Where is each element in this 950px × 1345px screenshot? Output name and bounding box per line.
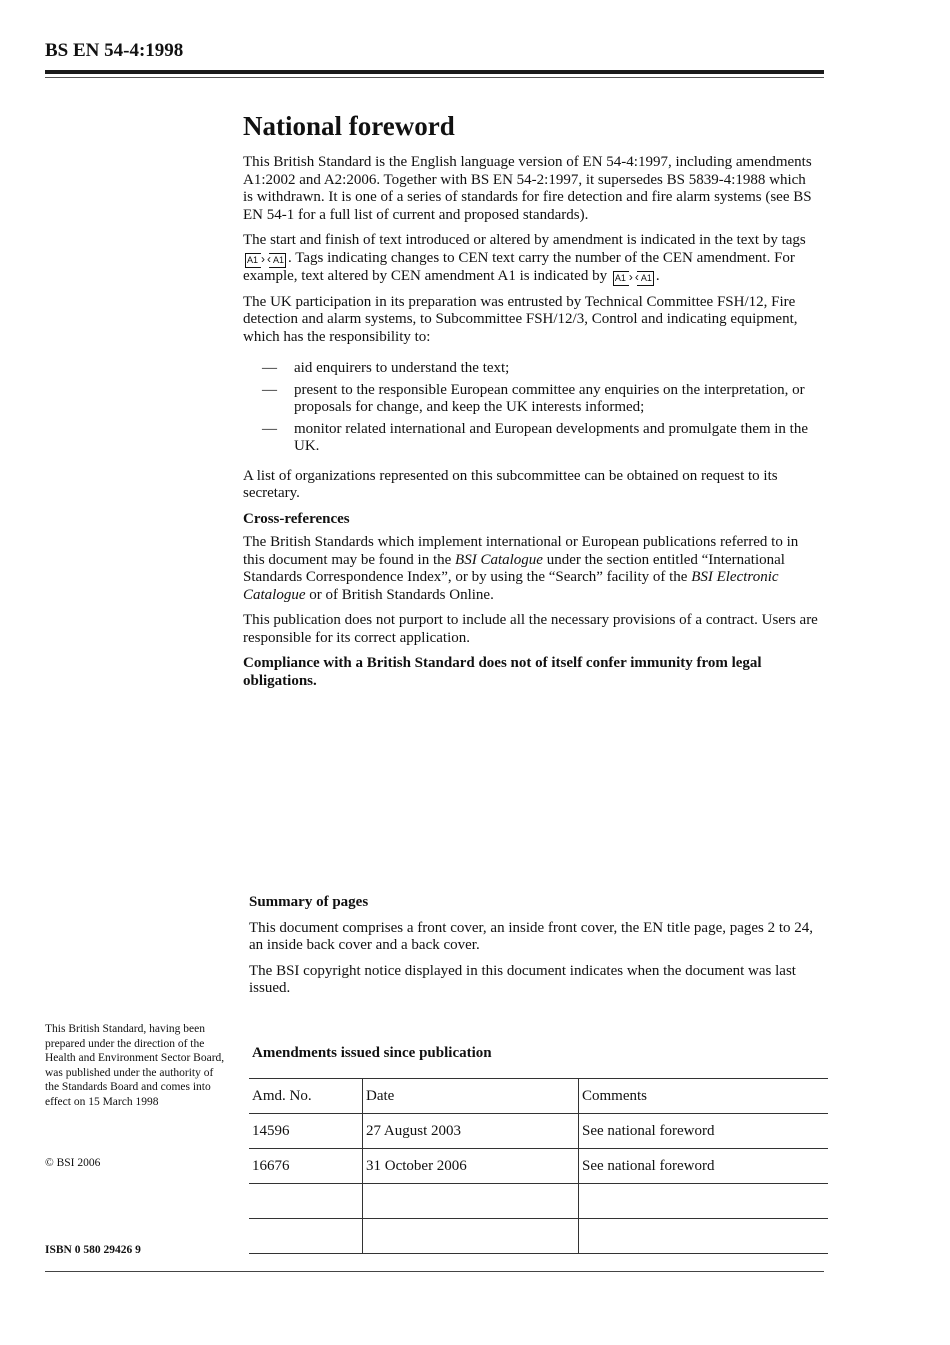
- document-id: BS EN 54-4:1998: [45, 40, 184, 61]
- foreword-section: [243, 110, 818, 698]
- dash-icon: —: [262, 381, 277, 398]
- paragraph-2-text-a: The start and finish of text introduced or altered by amendment is indicated in the text by tags: [243, 232, 806, 248]
- table-cell: [579, 1184, 829, 1219]
- list-item: [243, 382, 818, 417]
- column-header: Amd. No.: [249, 1079, 363, 1114]
- compliance-statement: Compliance with a British Standard does not of itself confer immunity from legal obligations.: [243, 655, 762, 689]
- table-row: [249, 1219, 828, 1254]
- table-cell: 27 August 2003: [363, 1114, 579, 1149]
- table-cell: [249, 1184, 363, 1219]
- list-item-text: monitor related international and European developments and promulgate them in the UK.: [294, 420, 809, 454]
- table-cell: See national foreword: [579, 1114, 829, 1149]
- table-cell: [363, 1219, 579, 1254]
- foreword-paragraph-1: This British Standard is the English language version of EN 54-4:1997, including amendments A1:2002 and A2:2006. Together with BS EN 54-2:1997, it supersedes BS 5839-4:1988 which is withdrawn. It is one of a series of standards for fire detection and fire alarm systems (see BS EN 54-1 for a full list of current and proposed standards).: [243, 154, 812, 223]
- table-header-row: [249, 1079, 828, 1114]
- table-cell: [249, 1219, 363, 1254]
- header-rule-thick: [45, 70, 824, 74]
- foreword-paragraph-4: A list of organizations represented on this subcommittee can be obtained on request to its secretary.: [243, 467, 778, 501]
- table-cell: 31 October 2006: [363, 1149, 579, 1184]
- isbn: ISBN 0 580 29426 9: [45, 1244, 141, 1256]
- bsi-catalogue-title: BSI Catalogue: [455, 551, 543, 568]
- amendments-title: Amendments issued since publication: [252, 1045, 492, 1061]
- copyright-notice: © BSI 2006: [45, 1157, 101, 1169]
- table-cell: 16676: [249, 1149, 363, 1184]
- table-row: [249, 1114, 828, 1149]
- list-item-text: present to the responsible European committee any enquiries on the interpretation, or proposals for change, and keep the UK interests informed;: [294, 381, 805, 415]
- table-row: [249, 1184, 828, 1219]
- table-cell: 14596: [249, 1114, 363, 1149]
- column-header: Date: [363, 1079, 579, 1114]
- amendments-table: [249, 1078, 828, 1254]
- bsi-electronic-catalogue-title: BSI Electronic Catalogue: [243, 569, 779, 603]
- amendment-close-tag-icon: ‹ A1: [269, 253, 286, 268]
- list-item-text: aid enquirers to understand the text;: [294, 360, 510, 376]
- page-title: National foreword: [243, 111, 455, 141]
- table-cell: [363, 1184, 579, 1219]
- summary-of-pages: [249, 894, 829, 1006]
- paragraph-2-text-c: .: [655, 267, 660, 284]
- foreword-paragraph-2: [243, 232, 818, 286]
- table-row: [249, 1149, 828, 1184]
- amendment-open-tag-icon: A1 ›: [245, 253, 261, 268]
- table-cell: [579, 1219, 829, 1254]
- paragraph-2-text-b: . Tags indicating changes to CEN text carry the number of the CEN amendment. For example, text altered by CEN amendment A1 is indicated by: [243, 249, 795, 284]
- crossref-text-1: The British Standards which implement international or European publications referred to in this document may be found in the: [243, 534, 799, 568]
- dash-icon: —: [262, 360, 277, 376]
- cross-references-paragraph: [243, 534, 818, 604]
- crossref-text-2: under the section entitled “International Standards Correspondence Index”, or by using the “Search” facility of the: [243, 551, 785, 585]
- header-rule-thin: [45, 77, 824, 78]
- footer-rule: [45, 1271, 824, 1272]
- table-cell: See national foreword: [579, 1149, 829, 1184]
- publication-note: This British Standard, having been prepared under the direction of the Health and Environment Sector Board, was published under the authority of the Standards Board and comes into effect on 15 March 1998: [45, 1023, 225, 1108]
- amendment-open-tag-icon: A1 ›: [613, 271, 629, 286]
- foreword-paragraph-5: This publication does not purport to include all the necessary provisions of a contract. Users are responsible for its correct application.: [243, 612, 818, 646]
- summary-paragraph-2: The BSI copyright notice displayed in this document indicates when the document was last issued.: [249, 962, 796, 996]
- list-item: [243, 421, 818, 456]
- dash-icon: —: [262, 420, 277, 437]
- crossref-text-3: or of British Standards Online.: [309, 586, 494, 603]
- foreword-paragraph-3: The UK participation in its preparation was entrusted by Technical Committee FSH/12, Fire detection and alarm systems, to Subcommittee FSH/12/3, Control and indicating equipment, which has the responsibility to:: [243, 293, 798, 345]
- responsibility-list: [243, 360, 818, 456]
- amendment-close-tag-icon: ‹ A1: [637, 271, 654, 286]
- summary-heading: Summary of pages: [249, 894, 369, 910]
- column-header: Comments: [579, 1079, 829, 1114]
- list-item: [243, 360, 818, 378]
- cross-references-heading: Cross-references: [243, 510, 350, 527]
- summary-paragraph-1: This document comprises a front cover, an inside front cover, the EN title page, pages 2 to 24, an inside back cover and a back cover.: [249, 919, 814, 953]
